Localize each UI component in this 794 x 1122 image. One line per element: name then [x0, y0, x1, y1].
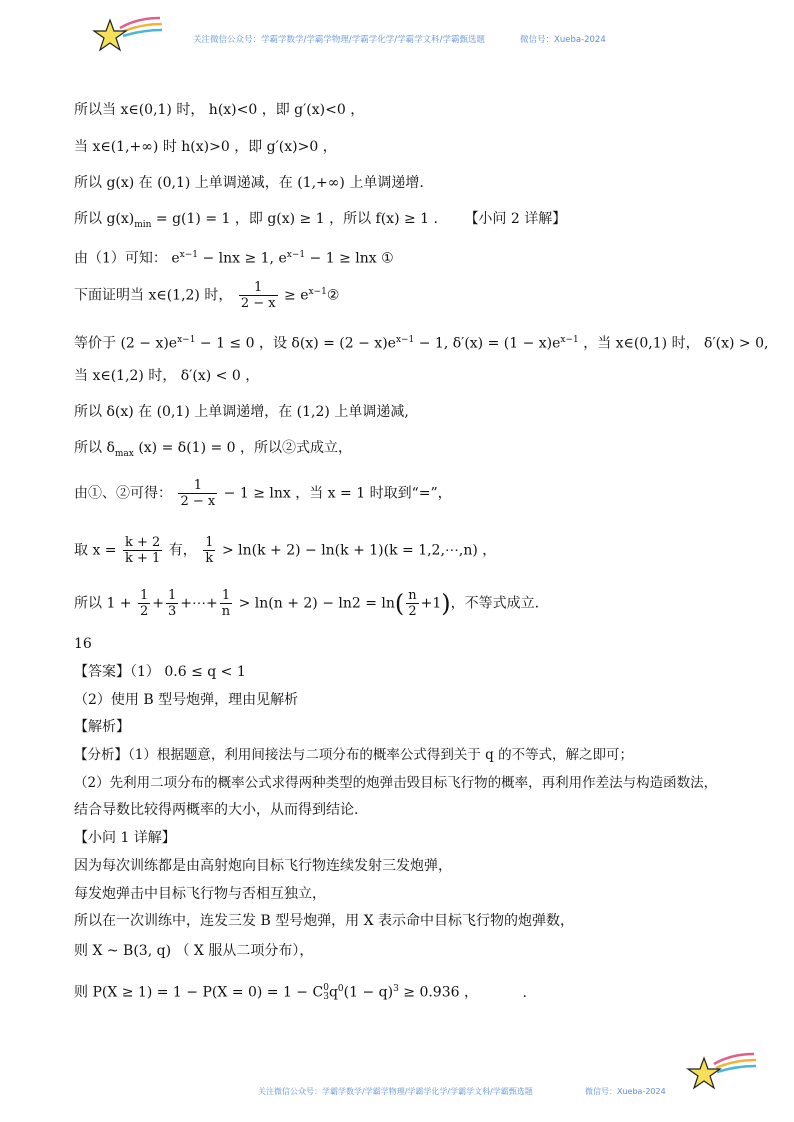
exp-1: x−1	[179, 250, 198, 260]
line-12	[74, 535, 496, 566]
line-11-a: 由①、②可得：	[74, 485, 172, 502]
p5-c: (1 − q)	[343, 984, 394, 1001]
frac-den: 3	[168, 604, 177, 619]
line-1: 所以当 x∈(0,1) 时， h(x)<0 ，即 g′(x)<0 ，	[74, 102, 365, 118]
line-11	[74, 478, 452, 509]
page-footer	[0, 1050, 794, 1122]
question-number: 16	[74, 636, 92, 652]
p5-dot: .	[522, 984, 527, 1001]
fraction-n-over-2	[406, 588, 418, 619]
line-13-b: +⋯+	[180, 595, 218, 612]
answer-line: 【答案】（1） 0.6 ≤ q < 1	[74, 664, 246, 680]
c-sup: 0	[323, 982, 329, 993]
line-13-d: +1	[420, 595, 442, 612]
analysis-line-1: 【分析】（1）根据题意，利用间接法与二项分布的概率公式得到关于 q 的不等式，解之即可；	[74, 747, 634, 763]
subquestion-1-tag: 【小问 1 详解】	[74, 830, 176, 846]
fraction-1-over-2-minus-x	[239, 280, 278, 311]
star-logo-icon-footer	[686, 1050, 758, 1094]
frac-den: k + 1	[124, 551, 161, 566]
c-sub: 3	[323, 991, 329, 1002]
frac-num: n	[408, 588, 417, 603]
frac-den: 2	[408, 604, 417, 619]
line-4-b: = g(1) = 1 ，即 g(x) ≥ 1 ，所以 f(x) ≥ 1 .	[151, 211, 438, 227]
line-5	[74, 245, 394, 269]
fraction-1-over-2-minus-x-b	[178, 478, 217, 509]
line-12-a: 取 x =	[74, 542, 117, 559]
line-13-a: 所以 1 +	[74, 595, 132, 612]
line-7	[74, 330, 768, 354]
line-10	[74, 438, 352, 464]
line-7-c: − 1, δ′(x) = (1 − x)e	[414, 335, 561, 352]
left-paren: (	[394, 589, 405, 618]
line-6	[74, 280, 339, 311]
q-sup: 0	[337, 984, 344, 994]
frac-num: 1	[220, 588, 232, 604]
exp-3: x−1	[308, 286, 327, 297]
frac-num: k + 2	[124, 535, 161, 550]
p5-q: q	[328, 984, 338, 1001]
line-5-c: − 1 ≥ lnx ①	[305, 250, 394, 267]
line-6-b: ≥ e	[284, 287, 309, 304]
max-subscript: max	[114, 448, 134, 459]
line-2: 当 x∈(1,+∞) 时 h(x)>0 ，即 g′(x)>0 ，	[74, 139, 337, 155]
line-4-a: 所以 g(x)	[74, 211, 135, 227]
line-13-e: ，不等式成立.	[450, 595, 540, 612]
subquestion-2-tag: 【小问 2 详解】	[464, 211, 567, 227]
line-6-c: ②	[326, 287, 340, 304]
exp-6: x−1	[560, 335, 579, 345]
line-7-a: 等价于 (2 − x)e	[74, 335, 178, 352]
header-wechat-id: 微信号：Xueba-2024	[520, 35, 606, 45]
frac-num: 1	[168, 588, 177, 603]
answer-line-2: （2）使用 B 型号炮弹，理由见解析	[74, 692, 299, 708]
p5-d: ≥ 0.936 ，	[398, 984, 478, 1001]
frac-den: 2 − x	[240, 296, 276, 311]
frac-den: 2	[140, 604, 149, 619]
exp-4: x−1	[177, 335, 196, 345]
line-6-a: 下面证明当 x∈(1,2) 时，	[74, 287, 233, 304]
line-12-b: 有，	[168, 542, 197, 559]
line-13: 所以 1 + $\frac{1}{2}$ + $\frac{1}{3}$ +⋯+ $\frac{1}{n}$ > ln(n + 2) − ln2 = ln( $\frac{n}{2}$ +1)，不等式成立.	[74, 588, 540, 619]
fraction-1-over-k	[203, 535, 215, 566]
line-12-c: > ln(k + 2) − ln(k + 1)(k = 1,2,⋯,n) ，	[221, 542, 497, 559]
cube-sup: 3	[393, 984, 399, 994]
para-line-2: 每发炮弹击中目标飞行物与否相互独立，	[74, 886, 326, 902]
para-line-3: 所以在一次训练中，连发三发 B 型号炮弹，用 X 表示命中目标飞行物的炮弹数，	[74, 913, 575, 929]
line-3: 所以 g(x) 在 (0,1) 上单调递减，在 (1,+∞) 上单调递增.	[74, 175, 424, 191]
fraction-1-over-2	[138, 588, 150, 619]
analysis-line-3: 结合导数比较得两概率的大小，从而得到结论.	[74, 802, 359, 818]
line-7-b: − 1 ≤ 0 ，设 δ(x) = (2 − x)e	[195, 335, 396, 352]
line-9: 所以 δ(x) 在 (0,1) 上单调递增，在 (1,2) 上单调递减,	[74, 404, 409, 420]
fraction-1-over-n	[220, 588, 232, 619]
fraction-1-over-3	[166, 588, 178, 619]
para-line-1: 因为每次训练都是由高射炮向目标飞行物连续发射三发炮弹，	[74, 858, 452, 874]
page-header	[0, 0, 794, 70]
frac-num: 1	[239, 280, 278, 296]
analysis-line-2: （2）先利用二项分布的概率公式求得两种类型的炮弹击毁目标飞行物的概率，再利用作差法与构造函数法，	[74, 775, 718, 791]
exp-2: x−1	[286, 250, 306, 260]
frac-num: 1	[205, 535, 214, 550]
line-10-b: (x) = δ(1) = 0 ，所以②式成立，	[133, 440, 353, 456]
frac-den: k	[205, 551, 214, 566]
min-subscript: min	[134, 219, 152, 230]
fraction-k-plus-2-over-k-plus-1	[123, 535, 162, 566]
line-8: 当 x∈(1,2) 时， δ′(x) < 0 ，	[74, 368, 260, 384]
star-logo-icon	[92, 16, 164, 56]
line-5-b: − lnx ≥ 1, e	[198, 250, 287, 267]
line-11-b: − 1 ≥ lnx ，当 x = 1 时取到“=”，	[223, 485, 452, 502]
frac-den: 2 − x	[180, 494, 216, 509]
header-banner-text: 关注微信公众号：学霸学数学/学霸学物理/学霸学化学/学霸学文科/学霸甄选题	[193, 35, 485, 45]
right-paren: )	[441, 589, 451, 618]
para-line-4: 则 X ~ B(3, q) （ X 服从二项分布），	[74, 943, 314, 959]
line-10-a: 所以 δ	[74, 440, 115, 456]
frac-num: 1	[140, 588, 149, 603]
exp-5: x−1	[395, 335, 415, 345]
para-line-5	[74, 979, 527, 1003]
footer-wechat-id: 微信号：Xueba-2024	[585, 1087, 666, 1096]
footer-banner-text: 关注微信公众号：学霸学数学/学霸学物理/学霸学化学/学霸学文科/学霸甄选题	[258, 1087, 533, 1096]
line-13-c: > ln(n + 2) − ln2 = ln	[238, 595, 395, 612]
analysis-heading: 【解析】	[74, 719, 130, 735]
p5-a: 则 P(X ≥ 1) = 1 − P(X = 0) = 1 − C	[74, 984, 324, 1001]
frac-num: 1	[178, 478, 217, 494]
line-5-a: 由（1）可知： e	[74, 250, 180, 267]
line-4	[74, 209, 566, 235]
line-7-d: ，当 x∈(0,1) 时， δ′(x) > 0,	[578, 335, 769, 352]
frac-den: n	[221, 604, 231, 619]
